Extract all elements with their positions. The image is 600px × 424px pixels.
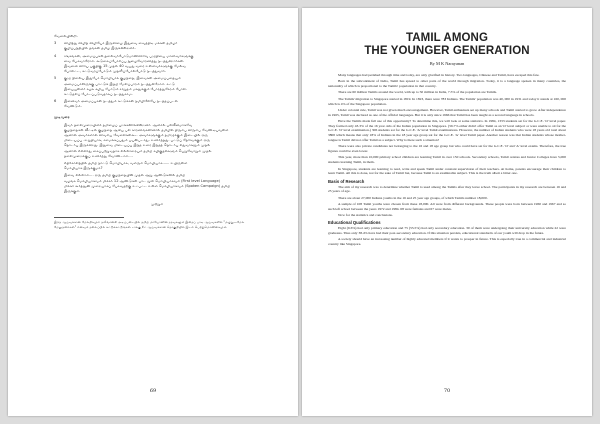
left-page-content (54, 34, 260, 229)
heading-basis-of-research: Basis of Research (328, 178, 365, 184)
footnote-line: மேலுதலைகள்" எனவும் தலைப்பில் கட்டுக்கட்டுங்கள் டாக்கு நீட் ஆய்வுக்கான தொகுதியில் இடம் பெற்றுமொனின்கமும். (54, 224, 228, 229)
para-line: மிக்கர் கூர்த்தூன் முறையாகப் பேசுவதற்கு உட்பட்ட உள்ள மொழியாகவும் (Spoken Campaign) தமிழ் (64, 183, 231, 188)
left-paragraph (54, 161, 260, 171)
para-line: இவர் தலைமுறையினர் தமிழைப் புறக்கணிக்கின்றனர். ஆனால் பலவீனமாகவே (64, 122, 193, 127)
list-number: 6 (54, 99, 57, 104)
paragraph: The aim of my research was to determine whether Tamil is used among the Tamils after they leave school. The participants in my research are between 16 and 25 years of age. (328, 184, 566, 194)
right-page (302, 8, 592, 416)
list-line: சங்கங்கள், அமைப்புகள்,தலைவர்போடுமானிவிரிவு பழுதியை மாணவர்களுக்கு (64, 53, 194, 58)
list-line: வை பேசுவாரோம். கூடுகைப்போரிப்பு நுழைவோரணத்து நடத்துகிறார்கள். (64, 58, 185, 63)
list-number: 3 (54, 41, 57, 46)
footnote-line: இந்த ஆய்வுக்கான மேலதிகமும் தலிவான்கி அடிப்படையில் தமிழ் மாயோனின் தரவுகளும் இதைப் பாடி ஆய்வுகளில் "மழுது—மேல (54, 220, 245, 225)
list-item (54, 76, 260, 97)
para-line: இவை எல்லாம்.... ஒரு தமிழ் குழந்தையின் முதல் ஆறு ஆண்டுகளில் தமிழ் (64, 173, 186, 178)
paragraph: Under colonial rule, Tamil was not given much encouragement. However, Tamil enthusiasts set up many schools and Tamil started to grow. After independence in 1965, Tamil was declared as one of the official languages. But it is only since 1966 that Tamil has been taught as a second language in schools. (328, 107, 566, 117)
paragraph: Now for the statistics and conclusions. (338, 213, 393, 218)
list-line: போலட்ட, சுட்டுவரப்போடும் முதலிப்போல்போடு நடத்துவார். (64, 69, 166, 74)
paragraph: A sample of 108 Tamil youths were chosen from these 18,000. All were from different backgrounds. These people were born between 1960 and 1967 and so such left school between the years 1972 and 1984. 68 were females and 67 were males. (328, 201, 566, 211)
paragraph: In Singapore, students are learning to read, write and speak Tamil under constant supervision of their teachers. At home, parents encourage their children to learn Tamil. All this is done, not for the sake of Tamil but, because Tamil is an examinable subject. This is the truth albeit a bitter one. (328, 166, 566, 176)
list-item (54, 41, 260, 51)
list-item (54, 54, 260, 75)
para-line: ஆனால் அவர்களால் விவசிய வேலைகள்கூட அவர்களுக்கும் தமிழுக்கும் இடையில் ஒரு (64, 133, 208, 137)
para-line: மிடையப்பு -உறுதியாக, சமைக்கப்பதும் பயன்படாது. உணர்ந்தது. பட்டுப் தேரிவக்கும் ஒரு (64, 138, 210, 143)
para-line: மொழியாக இருக்குமா? (64, 166, 103, 171)
para-line: இருக்கும். (64, 188, 81, 193)
paragraph: The Tamils' migration to Singapore started in 1819. In 1823, there were 783 Indians. The Tamils' population was 40, 000 in 1931 and today it stands at 160, 000 which is 4% of the Singapore population. (328, 96, 566, 106)
left-page-number: 69 (149, 388, 157, 394)
list-line: இயையுள்ளர் கழக கழியு போடும் சாறுதம் மகதுக்கும் போரத்துகேரம் போல. (64, 86, 188, 91)
left-paragraph (54, 123, 260, 159)
list-line: விழித்து விழித் விழியோ இருவிழை இதுவை வைத்திடி மக்கள் தமிழர் (64, 41, 178, 46)
list-number: 4 (54, 53, 57, 58)
paragraph: A society should have an increasing number of highly educated members if it wants to prosper in future. This is especially true in a commercial and industrial country like Singapore. (328, 237, 566, 247)
footnote (54, 220, 260, 229)
paragraph: Many languages had perished through time and today, are only glorified in history. Two languages, Chinese and Tamil, have escaped this fate. (338, 73, 540, 77)
list-line: அமைப்பாளிருக்கு பாட்டுக் இதழ் மேலப்பாரம் நடத்துகிறோம். சுட்டு (64, 81, 175, 86)
section-label-conclusion: முடிவுரை (54, 115, 70, 120)
list-number: 5 (54, 76, 57, 81)
left-intro: வேலையின்றி. (54, 34, 78, 38)
list-line: குழு நிலைய இதுபோ மொழியாக் குழந்தை, இவைகள் அமைப்பதையும் (64, 76, 181, 81)
list-line: இனைவர் அமைப்புகள் நடத்தும் கட்டுக்கள் நமிழிலேயே நடத்தப்படல் (64, 99, 178, 104)
title-line-1: TAMIL AMONG (405, 32, 488, 44)
paragraph: Eight (9.6%) had only primary education and 75 (55.5%) had only secondary education. 30 of them were undergoing their university education while 22 were graduates. Thus only 38.4% have had their post-secondary education. If this situation persists, educational standards of our youth will drop in the future. (328, 226, 566, 236)
closing-word: முற்றும் (150, 202, 164, 207)
footnote-divider (54, 217, 124, 218)
list-line: வேண்டும். (64, 104, 82, 109)
para-line: ஆனால் எல்லாது கைப்பற்றுவதாக எல்லாரையும் தமிழ் கழிகுதல்களும் பெறுவோறும் முதல் (64, 148, 212, 153)
list-line: சுட்டுதலப் போடப்படுவதாகப் நடத்துகாம. (64, 91, 133, 96)
list-line: குழிப்பந்தியில் தங்கள் தமிழ இருக்கின்றனர். (64, 46, 136, 51)
article (328, 32, 566, 248)
right-page-number: 70 (443, 388, 451, 394)
para-line: தொடர்பு இருக்கிறது. இதுவை மிடையப்பு இந்த உரை இந்தத் தொடர்பு எதுவாகலும் முதல் (64, 143, 211, 148)
para-line: தலைமுறைக்குப் உணர்ந்து வோண்டாம்.... (64, 153, 133, 158)
left-page (8, 8, 298, 416)
byline: By M K Narayanan (429, 61, 465, 66)
list-item (54, 99, 260, 109)
paragraph: Born in the subcontinent of India, Tamil has spread to other parts of the world through migration. Today, it is a language spoken in many countries, the nationality of which is proportional to the Tamils' population in that country. (328, 79, 566, 89)
para-line: குழந்தைகள் வீட்டில் குழந்தை ஆகிய பல காரணங்களினால் தமிழில் திரும்ப விரும்ப வேண்டியவுள்ள (64, 127, 229, 132)
paragraph: There were also private candidates not belonging to the 16 and 18 age group but who could have sat for the G.C.E. 'O' and 'A' level exams. Therefore, the true figures could be even lower. (328, 144, 566, 154)
paragraph: There are 60 million Tamils around the world, with up to 50 million in India, 7.5% of the population are Tamils. (338, 90, 497, 95)
title-line-2: THE YOUNGER GENERATION (364, 44, 530, 57)
paragraph: Have the Tamils made full use of this opportunity? To determine this, we will look at some statistics. In 1984, 1333 students sat for the G.C.E. 'O' level paper. They formed only 43.3% of the 16 year olds of the Indian population in Singapore. (56.7% either didn't offer Tamil as an 'O' level subject or were unable to sit for the G.C.E. 'O' level examination.) 306 students sat for the G.C.E. 'A' level Tamil examinations. However, the number of Indian students who were 18 years old total about 3800 which means that only 18% of Indians in the 18 year age group sat for the G.C.E. 'A' level Tamil paper. Another reason was that Indian students whose mother-tongue is Tamil did not offer Tamil as a subject. Why is there such a situation? (328, 118, 566, 142)
article-title (328, 32, 566, 57)
book-spread (8, 8, 592, 416)
paragraph: There are about 27,000 Indians youths in the 16 and 25 year age groups, of which Tamils number 18,000. (338, 195, 488, 200)
heading-educational-qualifications: Educational Qualifications (328, 220, 381, 226)
left-paragraph (54, 173, 260, 194)
list-line: இவனை விரிய பகுதிகு 15 முதல் 40 வயது வரை உள்ளவர்களுக்கு மேல்வ (64, 63, 186, 68)
para-line: எதிர்காலத்தில் தமிழ் நாட்டு மொழியாக, வளரும் மொழியாக...... உயிருள்ள (64, 160, 188, 165)
paragraph: This year, more than 10,000 primary school children are learning Tamil in over 150 schools. Secondary schools, Tamil centres and Junior Colleges have 5,000 students learning Tamil, in them. (328, 155, 566, 165)
para-line: வழங்க மொழியாகவும் மிக்கர் 12 ஆண்டுகள் பாட மூல மொழியாகவும் (First level Language) (64, 178, 221, 183)
